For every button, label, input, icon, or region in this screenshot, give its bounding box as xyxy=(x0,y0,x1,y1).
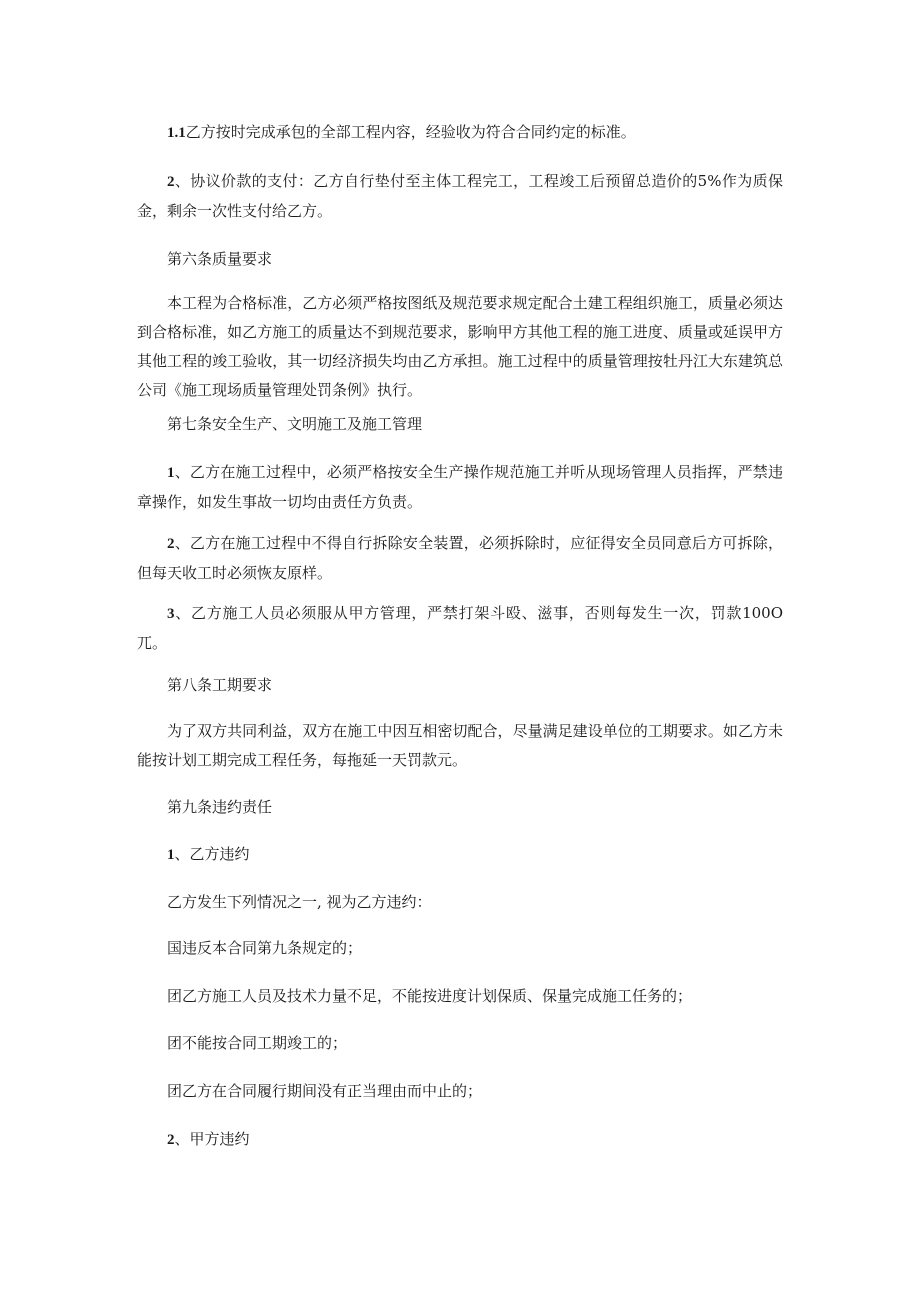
clause-number: 1.1 xyxy=(167,125,186,141)
paragraph-text: 、协议价款的支付：乙方自行垫付至主体工程完工，工程竣工后预留总造价的5%作为质保金，剩余一次性支付给乙方。 xyxy=(137,172,783,220)
clause-number: 1 xyxy=(167,465,175,481)
paragraph-party-a-breach xyxy=(137,1125,783,1155)
paragraph-text: 为了双方共同利益，双方在施工中因互相密切配合，尽量满足建设单位的工期要求。如乙方未能按计划工期完成工程任务，每拖延一天罚款元。 xyxy=(137,722,783,769)
paragraph-text: 、乙方在施工过程中，必须严格按安全生产操作规范施工并听从现场管理人员指挥，严禁违章操作，如发生事故一切均由责任方负责。 xyxy=(137,463,783,511)
paragraph-quality-standard xyxy=(137,289,783,405)
paragraph-2-payment xyxy=(137,167,783,226)
paragraph-breach-conditions xyxy=(137,888,783,917)
paragraph-schedule xyxy=(137,717,783,775)
paragraph-text: 乙方发生下列情况之一, 视为乙方违约： xyxy=(167,893,432,911)
list-item-breach-4 xyxy=(137,1077,783,1106)
paragraph-text: 、乙方在施工过程中不得自行拆除安全装置，必须拆除时，应征得安全员同意后方可拆除，但每天收工时必须恢友原样。 xyxy=(137,534,783,582)
heading-article-6 xyxy=(137,245,783,274)
paragraph-text: 乙方按时完成承包的全部工程内容，经验收为符合合同约定的标准。 xyxy=(185,123,636,141)
list-item-text: 团乙方施工人员及技术力量不足，不能按进度计划保质、保量完成施工任务的； xyxy=(167,987,693,1005)
heading-text: 第九条违约责任 xyxy=(167,798,273,816)
clause-number: 3 xyxy=(167,606,175,622)
list-item-text: 团不能按合同工期竣工的； xyxy=(167,1034,348,1052)
paragraph-safety-1 xyxy=(137,458,783,517)
paragraph-safety-3 xyxy=(137,599,783,658)
heading-text: 第六条质量要求 xyxy=(167,250,273,268)
clause-number: 2 xyxy=(167,536,175,552)
clause-number: 2 xyxy=(167,1132,175,1148)
paragraph-1-1-completion xyxy=(137,118,783,148)
list-item-breach-1 xyxy=(137,934,783,963)
list-item-breach-2 xyxy=(137,982,783,1011)
list-item-breach-3 xyxy=(137,1029,783,1058)
heading-article-9 xyxy=(137,793,783,822)
heading-text: 第八条工期要求 xyxy=(167,676,273,694)
paragraph-text: 、甲方违约 xyxy=(174,1130,250,1148)
paragraph-text: 、乙方施工人员必须服从甲方管理，严禁打架斗殴、滋事，否则每发生一次，罚款100O兀。 xyxy=(137,604,783,652)
list-item-text: 国违反本合同第九条规定的； xyxy=(167,939,363,957)
paragraph-text: 、乙方违约 xyxy=(174,845,250,863)
heading-article-8 xyxy=(137,671,783,700)
list-item-text: 团乙方在合同履行期间没有正当理由而中止的； xyxy=(167,1082,483,1100)
heading-article-7 xyxy=(137,410,783,439)
paragraph-text: 本工程为合格标准，乙方必须严格按图纸及规范要求规定配合土建工程组织施工，质量必须达到合格标准，如乙方施工的质量达不到规范要求，影响甲方其他工程的施工进度、质量或延误甲方其他工程的竣工验收，其一切经济损失均由乙方承担。施工过程中的质量管理按牡丹江大东建筑总公司《施工现场质量管理处罚条例》执行。 xyxy=(137,294,783,399)
clause-number: 2 xyxy=(167,174,175,190)
paragraph-safety-2 xyxy=(137,529,783,588)
clause-number: 1 xyxy=(167,847,175,863)
paragraph-party-b-breach xyxy=(137,840,783,870)
heading-text: 第七条安全生产、文明施工及施工管理 xyxy=(167,415,423,433)
